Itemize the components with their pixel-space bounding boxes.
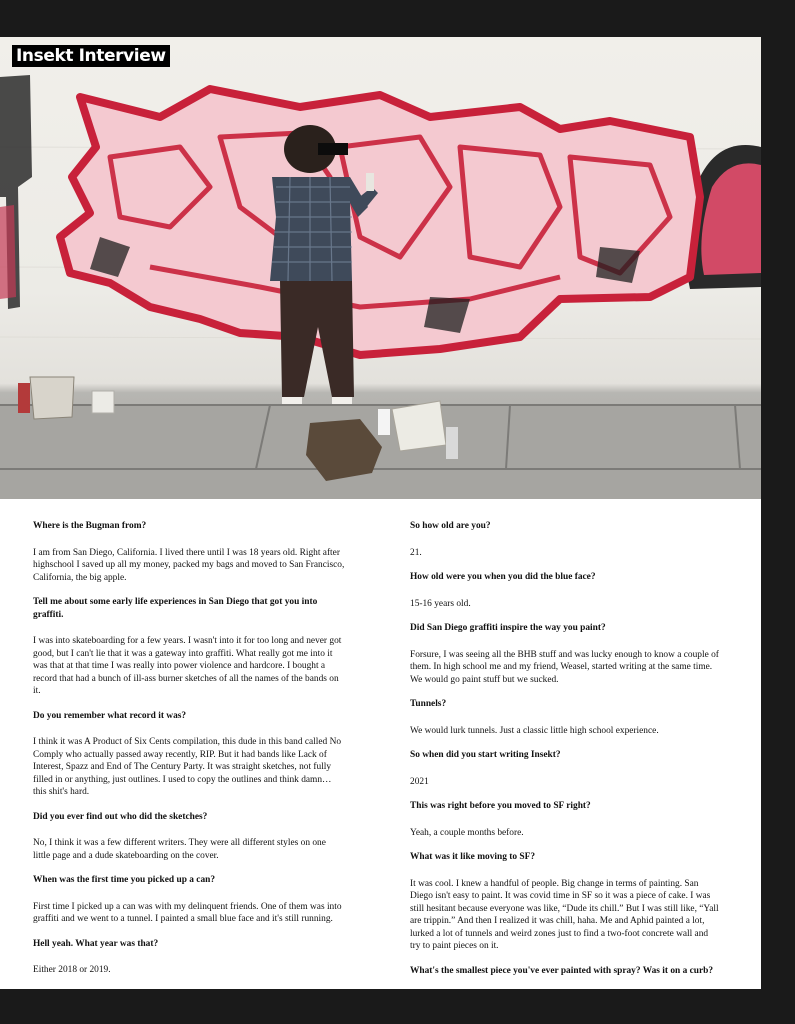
question: This was right before you moved to SF right?	[410, 801, 591, 811]
answer: First time I picked up a can was with my delinquent friends. One of them was into graffiti and we went to a tunnel. I painted a small blue face and it's still running.	[33, 901, 342, 924]
qa-item	[410, 800, 720, 839]
question: What's the smallest piece you've ever painted with spray? Was it on a curb?	[410, 965, 714, 976]
question: Where is the Bugman from?	[33, 521, 147, 531]
answer: It was cool. I knew a handful of people. Big change in terms of painting. San Diego isn't easy to paint. It was covid time in SF so it was a piece of cake. I was still hesitant because everyone was like, “Dude its chill.” But I was still like, “Yall are trippin.” And then I realized it was chill, haha. Me and Aphid painted a lot, lurked a lot of tunnels and weird zones just to find a two-foot concrete wall and try to paint pieces on it.	[410, 878, 719, 951]
qa-item	[33, 874, 345, 926]
question: Hell yeah. What year was that?	[33, 938, 159, 949]
qa-item	[410, 749, 720, 788]
qa-item	[410, 520, 720, 559]
answer: Forsure, I was seeing all the BHB stuff and was lucky enough to know a couple of them. In high school me and my friend, Weasel, started writing at the same time. We would go paint stuff but we sucked.	[410, 649, 719, 685]
qa-item	[33, 596, 345, 698]
question: What was it like moving to SF?	[410, 852, 536, 862]
answer: 2021	[410, 776, 429, 787]
question: Did you ever find out who did the sketches?	[33, 811, 208, 822]
qa-item	[410, 965, 720, 978]
answer: 15-16 years old.	[410, 598, 471, 609]
interview-column-right	[410, 520, 720, 989]
answer: I was into skateboarding for a few years. I wasn't into it for too long and never got good, but I can't lie that it was a gateway into graffiti. What really got me into it was that at that time I was really into power violence and hardcore. I bought a record that had a bunch of ill-ass burner sketches of all the names of the bands on it.	[33, 636, 342, 696]
qa-item	[410, 571, 720, 610]
answer: I am from San Diego, California. I lived there until I was 18 years old. Right after highschool I saved up all my money, packed my bags and moved to San Francisco, California, the big apple.	[33, 547, 345, 583]
qa-item	[410, 622, 720, 686]
graffiti-photo	[0, 37, 761, 499]
interview-column-left	[33, 520, 345, 989]
qa-item	[33, 938, 345, 977]
question: How old were you when you did the blue face?	[410, 572, 596, 582]
question: When was the first time you picked up a can?	[33, 875, 216, 885]
question: Tunnels?	[410, 699, 447, 709]
question: So how old are you?	[410, 521, 491, 531]
question: Did San Diego graffiti inspire the way you paint?	[410, 623, 606, 633]
graffiti-photo-image	[0, 37, 761, 499]
answer: I think it was A Product of Six Cents compilation, this dude in this band called No Comply who actually passed away recently, RIP. But it had bands like Lack of Interest, Spazz and End of The Century Party. It was straight sketches, not fully filled in or anything, just outlines. I used to copy the outlines and think damn… this shit's hard.	[33, 737, 342, 797]
answer: Either 2018 or 2019.	[33, 965, 111, 975]
qa-item	[410, 698, 720, 737]
answer: No, I think it was a few different writers. They were all different styles on one little page and a dude skateboarding on the cover.	[33, 838, 326, 861]
qa-item	[410, 851, 720, 953]
magazine-page	[0, 37, 761, 989]
answer: 21.	[410, 547, 422, 558]
answer: We would lurk tunnels. Just a classic little high school experience.	[410, 725, 659, 736]
question: Do you remember what record it was?	[33, 710, 187, 721]
section-label: Insekt Interview	[12, 45, 170, 67]
qa-item	[33, 811, 345, 863]
answer: Yeah, a couple months before.	[410, 827, 524, 838]
question: So when did you start writing Insekt?	[410, 750, 561, 760]
question: Tell me about some early life experiences in San Diego that got you into graffiti.	[33, 597, 318, 620]
qa-item	[33, 710, 345, 799]
qa-item	[33, 520, 345, 584]
